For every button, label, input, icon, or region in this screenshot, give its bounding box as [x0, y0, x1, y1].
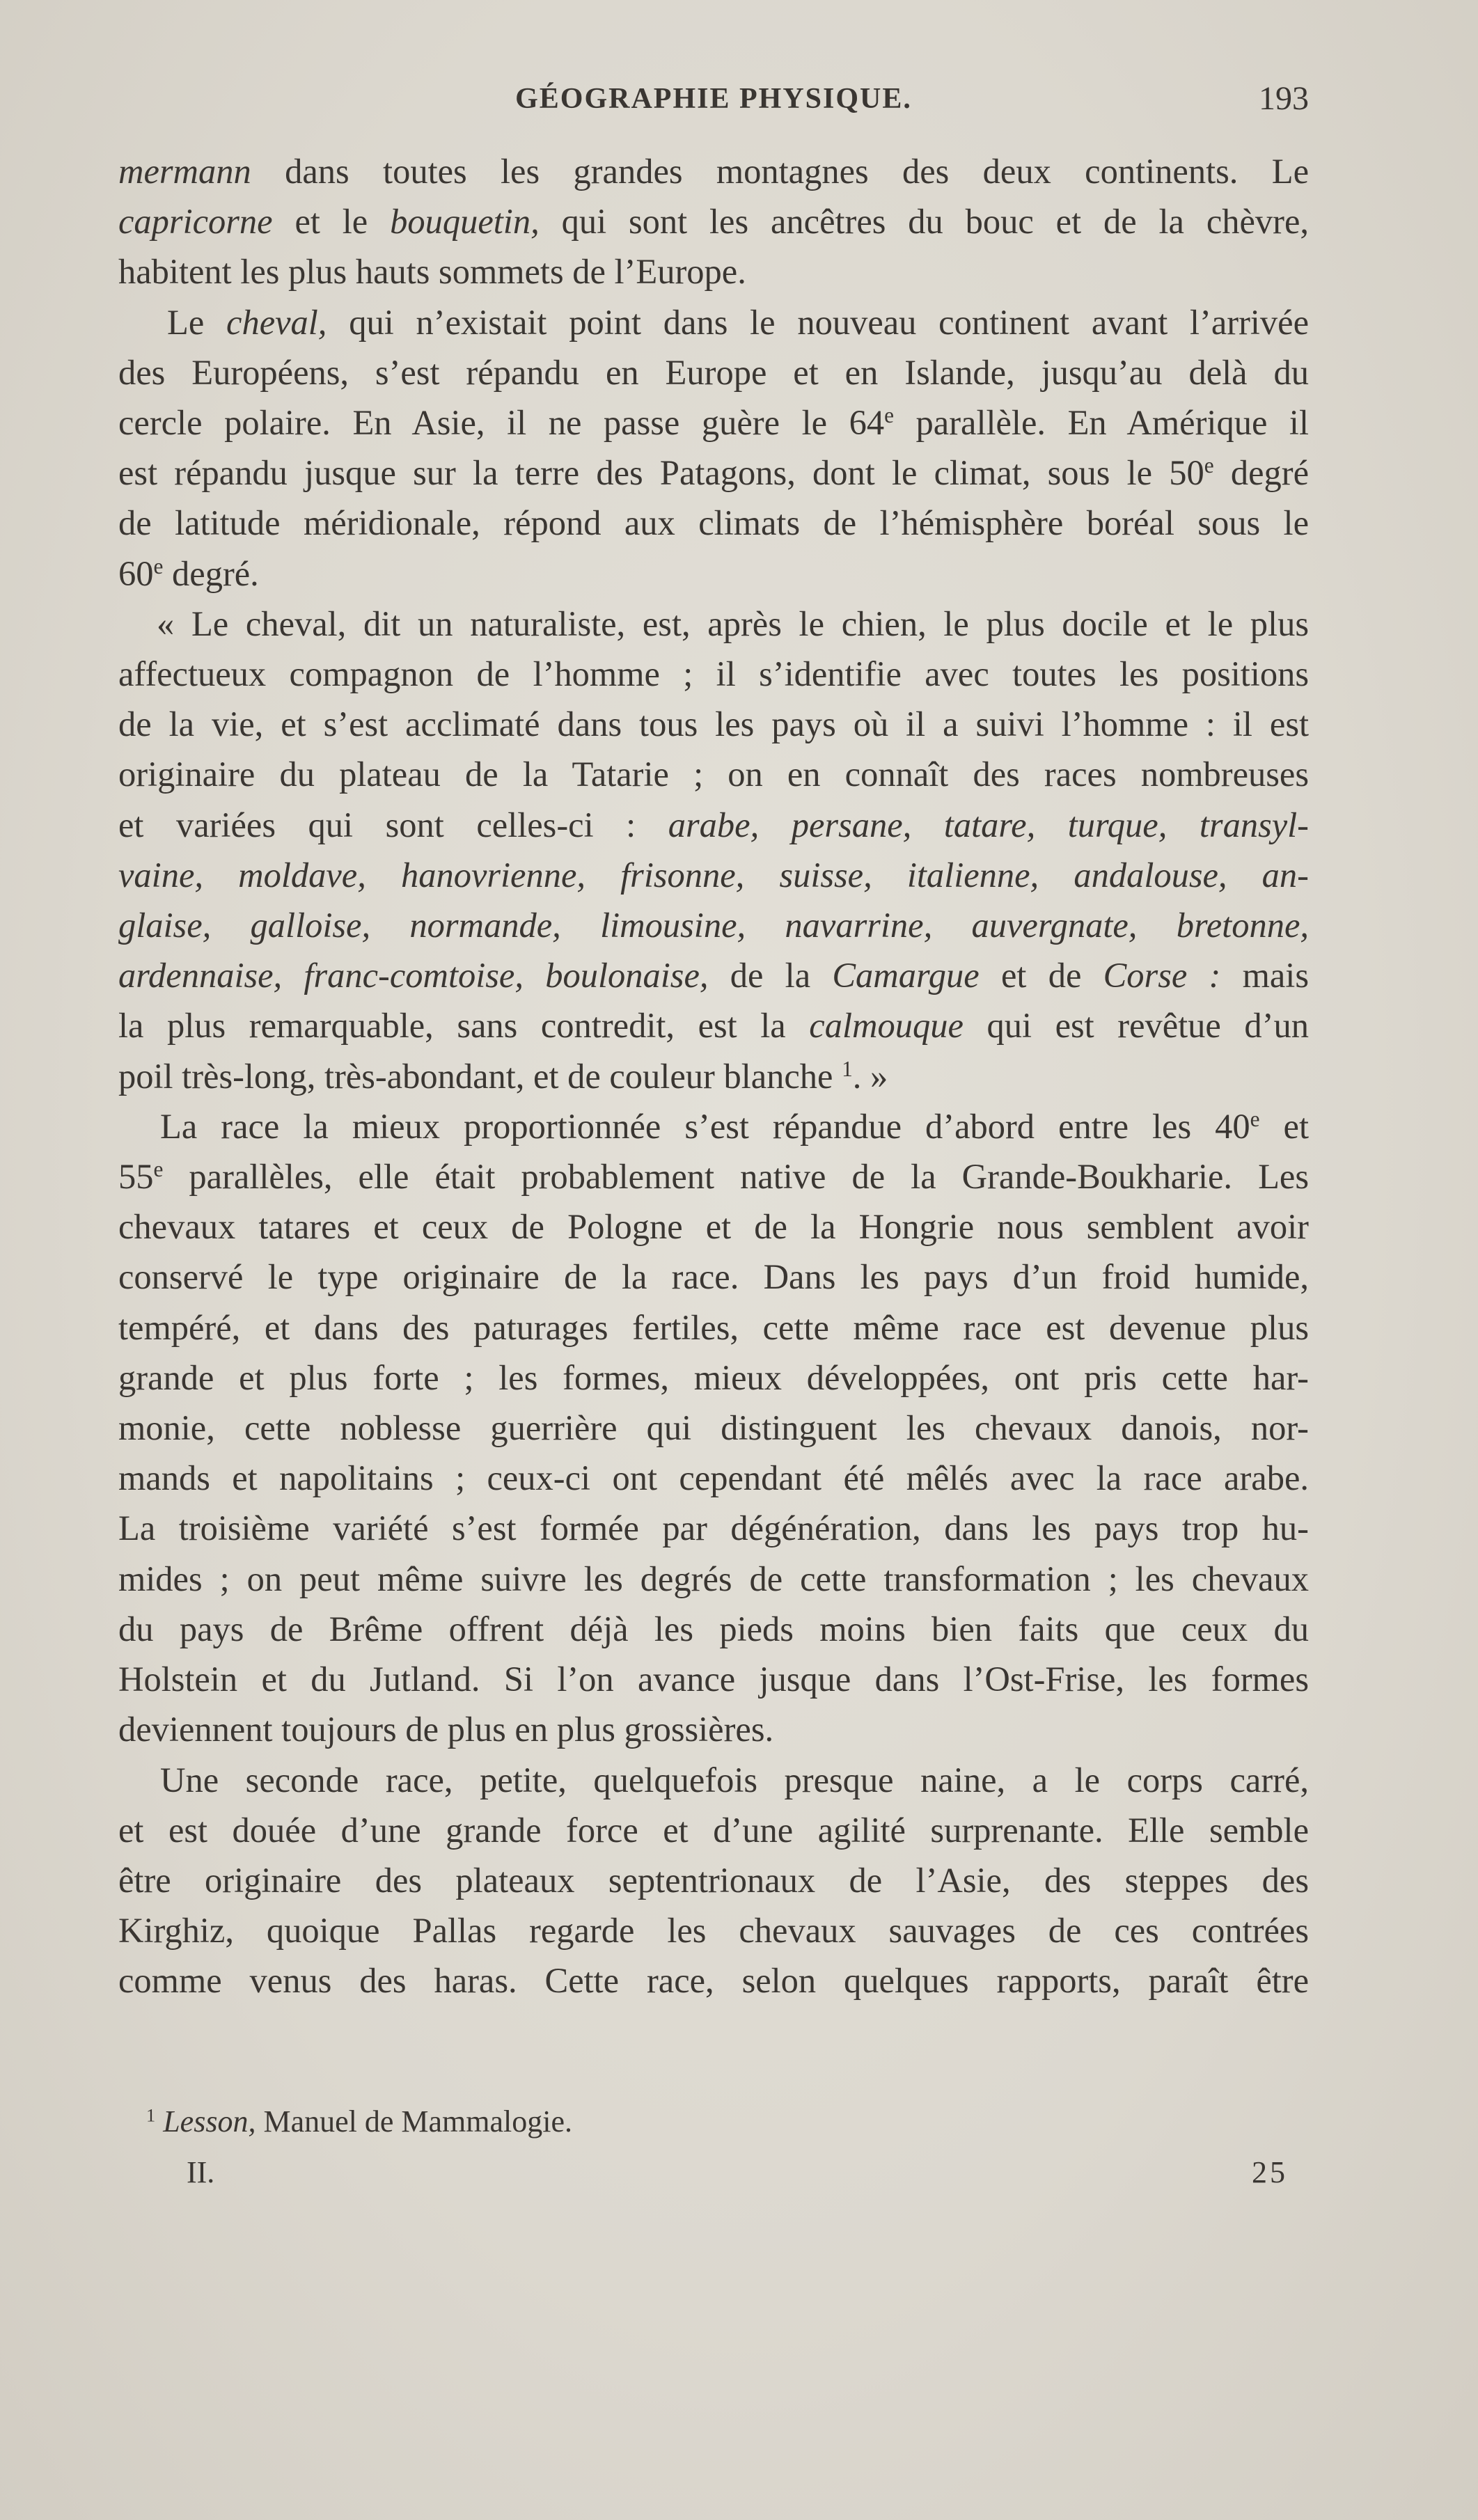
text-line [118, 1905, 1309, 1955]
text-line [118, 1202, 1309, 1252]
superscript: e [153, 1156, 164, 1181]
text-segment: mands et napolitains ; ceux-ci ont cependant été mêlés avec la race arabe. [118, 1458, 1309, 1498]
italic-text: glaise, galloise, normande, limousine, navarrine, auvergnate, bretonne, [118, 906, 1309, 945]
italic-text: cheval, [226, 302, 327, 342]
text-line [118, 1403, 1309, 1453]
italic-text: mermann [118, 152, 251, 191]
text-line [118, 1051, 1309, 1101]
footnote-text: Manuel de Mammalogie. [255, 2104, 572, 2139]
text-line [118, 347, 1309, 397]
text-segment: et est douée d’une grande force et d’une agilité surprenante. Elle semble [118, 1810, 1309, 1850]
text-line [118, 1151, 1309, 1202]
text-segment: parallèle. En Amérique il [894, 403, 1309, 443]
text-segment: et [1259, 1106, 1309, 1146]
text-segment: conservé le type originaire de la race. Dans les pays d’un froid humide, [118, 1257, 1309, 1297]
text-segment: qui est revêtue d’un [963, 1006, 1309, 1046]
text-segment: monie, cette noblesse guerrière qui distinguent les chevaux danois, nor- [118, 1408, 1309, 1448]
text-line [118, 1755, 1309, 1805]
text-line [118, 498, 1309, 548]
gathering-signature: 25 [1252, 2155, 1288, 2189]
text-segment: et variées qui sont celles-ci : [118, 805, 668, 844]
text-line [118, 800, 1309, 850]
text-segment: de latitude méridionale, répond aux climats de l’hémisphère boréal sous le [118, 503, 1309, 543]
text-line [118, 549, 1309, 599]
text-segment: et de [979, 956, 1103, 995]
italic-text: vaine, moldave, hanovrienne, frisonne, suisse, italienne, andalouse, an- [118, 855, 1309, 895]
text-line [118, 1654, 1309, 1704]
text-segment: des Européens, s’est répandu en Europe et en Islande, jusqu’au delà du [118, 352, 1309, 392]
text-segment: grande et plus forte ; les formes, mieux développées, ont pris cette har- [118, 1357, 1309, 1397]
footnote-marker: 1 [146, 2104, 156, 2126]
text-segment: la plus remarquable, sans contredit, est la [118, 1006, 810, 1046]
italic-text: ardennaise, franc-comtoise, boulonaise, [118, 956, 709, 995]
text-line [118, 1503, 1309, 1553]
text-segment: . » [852, 1056, 888, 1096]
text-line [118, 1453, 1309, 1503]
text-segment: comme venus des haras. Cette race, selon quelques rapports, paraît être [118, 1961, 1309, 2001]
text-line [118, 749, 1309, 799]
superscript: e [153, 553, 164, 578]
text-line [118, 196, 1309, 246]
text-segment: La race la mieux proportionnée s’est répandue d’abord entre les 40 [160, 1106, 1250, 1146]
italic-text: capricorne [118, 202, 273, 242]
text-line [118, 1302, 1309, 1353]
text-line [118, 1855, 1309, 1905]
text-segment: « Le cheval, dit un naturaliste, est, après le chien, le plus docile et le plus [157, 604, 1309, 643]
text-line [118, 900, 1309, 950]
text-line [118, 1353, 1309, 1403]
text-segment: originaire du plateau de la Tatarie ; on en connaît des races nombreuses [118, 755, 1309, 794]
superscript: e [884, 402, 894, 427]
italic-text: arabe, persane, tatare, turque, transyl- [668, 805, 1310, 844]
text-segment: de la vie, et s’est acclimaté dans tous les pays où il a suivi l’homme : il est [118, 704, 1309, 744]
text-line [118, 1252, 1309, 1302]
text-segment: Le [167, 302, 227, 342]
text-segment: mais [1220, 956, 1309, 995]
text-line [118, 950, 1309, 1000]
text-segment: mides ; on peut même suivre les degrés de cette transformation ; les chevaux [118, 1559, 1309, 1598]
italic-text: Camargue [832, 956, 980, 995]
text-segment: être originaire des plateaux septentrionaux de l’Asie, des steppes des [118, 1860, 1309, 1900]
text-segment: cercle polaire. En Asie, il ne passe guère le 64 [118, 403, 885, 443]
text-segment: est répandu jusque sur la terre des Patagons, dont le climat, sous le 50 [118, 453, 1204, 493]
text-segment: 55 [118, 1157, 154, 1197]
text-line [118, 297, 1309, 347]
text-line [118, 649, 1309, 699]
running-head: GÉOGRAPHIE PHYSIQUE. [515, 83, 912, 115]
italic-text: calmouque [809, 1006, 964, 1046]
text-line [118, 146, 1309, 196]
text-line [118, 1000, 1309, 1050]
text-segment: habitent les plus hauts sommets de l’Europe. [118, 252, 746, 292]
text-segment: degré [1213, 453, 1309, 493]
italic-text: Corse : [1103, 956, 1221, 995]
text-line [118, 1955, 1309, 2006]
text-line [118, 448, 1309, 498]
text-segment: affectueux compagnon de l’homme ; il s’identifie avec toutes les positions [118, 654, 1309, 694]
text-segment: du pays de Brême offrent déjà les pieds moins bien faits que ceux du [118, 1609, 1309, 1648]
text-line [118, 1704, 1309, 1754]
footnote [146, 2102, 1309, 2141]
text-line [118, 599, 1309, 649]
text-segment: Kirghiz, quoique Pallas regarde les chevaux sauvages de ces contrées [118, 1911, 1309, 1951]
page-header [118, 82, 1309, 131]
superscript: 1 [842, 1056, 853, 1081]
text-line [118, 246, 1309, 297]
text-segment: et le [272, 202, 391, 242]
superscript: e [1204, 453, 1214, 478]
text-line [118, 1554, 1309, 1604]
body-text [118, 146, 1309, 2006]
text-line [118, 1101, 1309, 1151]
text-line [118, 699, 1309, 749]
text-segment: degré. [163, 553, 259, 593]
text-line [118, 850, 1309, 900]
text-line [118, 397, 1309, 448]
text-line [118, 1604, 1309, 1654]
italic-text: bouquetin, [390, 202, 540, 242]
text-segment: Une seconde race, petite, quelquefois presque naine, a le corps carré, [160, 1760, 1309, 1800]
volume-signature: II. [187, 2155, 215, 2189]
footnote-author: Lesson, [163, 2104, 256, 2139]
text-segment: 60 [118, 553, 154, 593]
text-segment: Holstein et du Jutland. Si l’on avance jusque dans l’Ost-Frise, les formes [118, 1660, 1309, 1699]
text-segment: deviennent toujours de plus en plus grossières. [118, 1710, 774, 1749]
text-segment: tempéré, et dans des paturages fertiles, cette même race est devenue plus [118, 1307, 1309, 1347]
text-segment: qui n’existait point dans le nouveau continent avant l’arrivée [327, 302, 1309, 342]
text-segment: parallèles, elle était probablement native de la Grande-Boukharie. Les [163, 1157, 1309, 1197]
text-segment: La troisième variété s’est formée par dégénération, dans les pays trop hu- [118, 1509, 1309, 1548]
text-segment: dans toutes les grandes montagnes des deux continents. Le [251, 152, 1309, 191]
text-segment: de la [708, 956, 833, 995]
page-number: 193 [1259, 80, 1309, 117]
text-segment: qui sont les ancêtres du bouc et de la chèvre, [539, 202, 1310, 242]
signature-row [187, 2155, 1288, 2196]
text-segment: poil très-long, très-abondant, et de couleur blanche [118, 1056, 842, 1096]
superscript: e [1250, 1106, 1260, 1131]
text-line [118, 1805, 1309, 1855]
text-segment: chevaux tatares et ceux de Pologne et de la Hongrie nous semblent avoir [118, 1207, 1309, 1247]
